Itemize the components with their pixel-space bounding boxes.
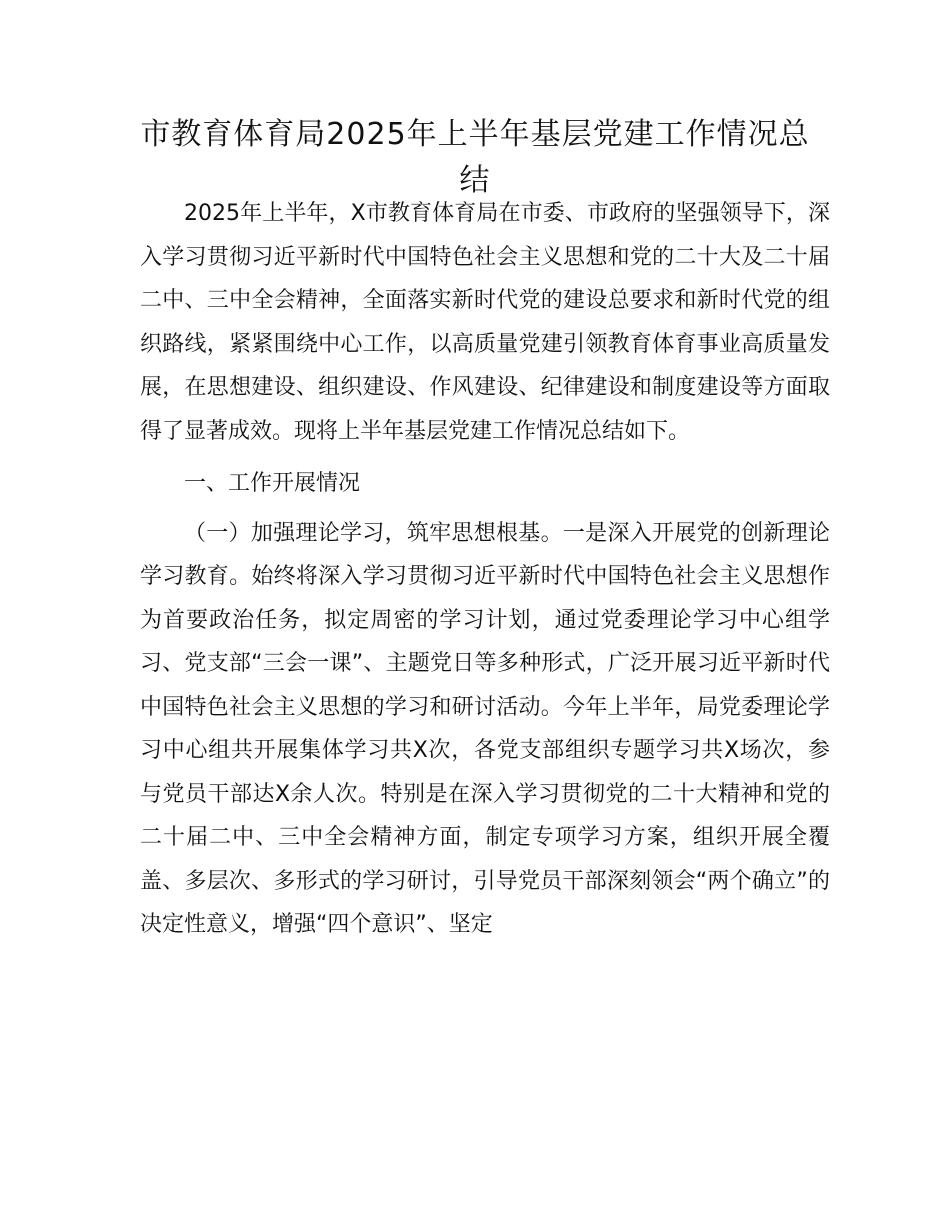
document-body — [140, 192, 830, 947]
section-heading: 一、工作开展情况 — [184, 471, 361, 496]
section-paragraph: （一）加强理论学习，筑牢思想根基。一是深入开展党的创新理论学习教育。始终将深入学习贯彻习近平新时代中国特色社会主义思想作为首要政治任务，拟定周密的学习计划，通过党委理论学习中心组学习、党支部“三会一课”、主题党日等多种形式，广泛开展习近平新时代中国特色社会主义思想的学习和研讨活动。今年上半年，局党委理论学习中心组共开展集体学习共X次，各党支部组织专题学习共X场次，参与党员干部达X余人次。特别是在深入学习贯彻党的二十大精神和党的二十届二中、三中全会精神方面，制定专项学习方案，组织开展全覆盖、多层次、多形式的学习研讨，引导党员干部深刻领会“两个确立”的决定性意义，增强“四个意识”、坚定 — [140, 520, 830, 937]
intro-paragraph: 2025年上半年，X市教育体育局在市委、市政府的坚强领导下，深入学习贯彻习近平新时代中国特色社会主义思想和党的二十大及二十届二中、三中全会精神，全面落实新时代党的建设总要求和新时代党的组织路线，紧紧围绕中心工作，以高质量党建引领教育体育事业高质量发展，在思想建设、组织建设、作风建设、纪律建设和制度建设等方面取得了显著成效。现将上半年基层党建工作情况总结如下。 — [140, 201, 830, 444]
document-title: 市教育体育局2025年上半年基层党建工作情况总结 — [140, 117, 810, 198]
